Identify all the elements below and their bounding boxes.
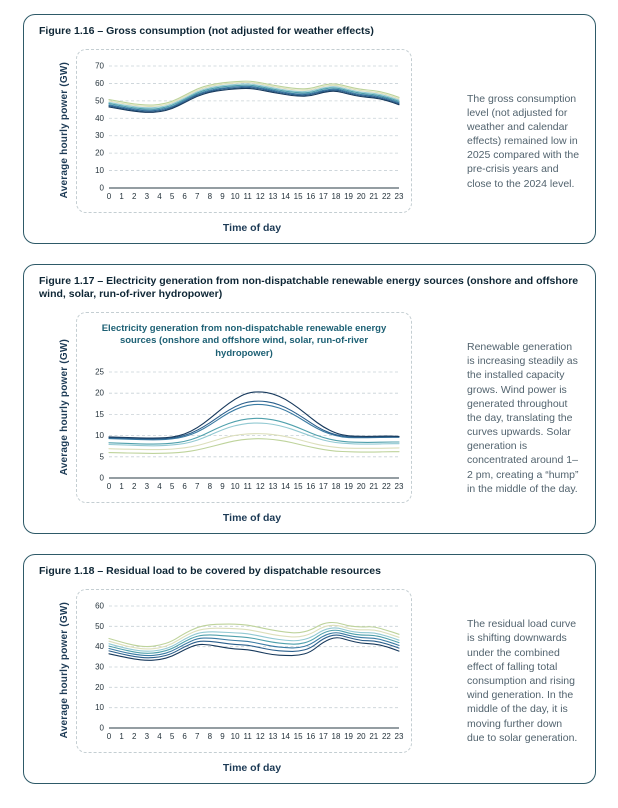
x-tick-label: 20 <box>356 731 366 741</box>
y-tick-label: 20 <box>95 388 104 398</box>
figure-panel-1-16 <box>23 14 596 244</box>
y-tick-label: 30 <box>95 662 104 672</box>
x-tick-label: 8 <box>207 481 213 491</box>
x-tick-label: 7 <box>195 191 200 201</box>
x-axis-label: Time of day <box>222 761 282 774</box>
x-tick-label: 0 <box>106 191 112 201</box>
x-tick-label: 0 <box>106 731 112 741</box>
x-tick-label: 2 <box>131 191 137 201</box>
x-tick-label: 10 <box>230 191 240 201</box>
figure-title: Figure 1.17 – Electricity generation from non-dispatchable renewable energy sources (onshore and offshore wind, solar, run-of-river hydropower) <box>39 274 579 301</box>
figure-panel-1-17 <box>23 264 596 534</box>
y-tick-label: 60 <box>95 601 104 611</box>
consumption-chart-canvas <box>83 58 405 208</box>
y-axis-label: Average hourly power (GW) <box>59 602 70 739</box>
panel-content-row <box>39 49 580 234</box>
y-tick-label: 50 <box>95 621 104 631</box>
x-tick-label: 22 <box>381 481 391 491</box>
renewables-chart-canvas <box>83 364 405 498</box>
y-tick-label: 10 <box>95 431 104 441</box>
x-tick-label: 15 <box>293 191 303 201</box>
figure-title: Figure 1.18 – Residual load to be covered by dispatchable resources <box>39 564 381 577</box>
series-line-medium-blue <box>109 404 399 439</box>
y-tick-label: 10 <box>95 702 104 712</box>
x-axis-label: Time of day <box>222 221 282 234</box>
chart-wrap <box>59 312 445 503</box>
y-tick-label: 5 <box>99 452 104 462</box>
x-tick-label: 23 <box>394 191 404 201</box>
chart-frame <box>76 49 412 213</box>
chart-column <box>59 49 445 234</box>
x-tick-label: 9 <box>220 731 225 741</box>
y-tick-label: 0 <box>99 473 104 483</box>
panel-content-row <box>39 589 580 774</box>
x-tick-label: 13 <box>268 481 278 491</box>
x-tick-label: 8 <box>207 731 213 741</box>
chart-wrap <box>59 589 445 753</box>
y-tick-label: 15 <box>95 409 104 419</box>
x-tick-label: 4 <box>157 731 162 741</box>
y-tick-label: 0 <box>99 183 104 193</box>
x-tick-label: 1 <box>119 481 124 491</box>
x-tick-label: 12 <box>255 731 265 741</box>
x-tick-label: 16 <box>306 481 316 491</box>
x-axis-label: Time of day <box>222 511 282 524</box>
y-tick-label: 30 <box>95 130 104 140</box>
y-axis-label: Average hourly power (GW) <box>59 339 70 476</box>
x-tick-label: 21 <box>369 481 379 491</box>
x-tick-label: 4 <box>157 481 162 491</box>
x-tick-label: 8 <box>207 191 213 201</box>
y-tick-label: 20 <box>95 682 104 692</box>
x-tick-label: 17 <box>318 191 328 201</box>
x-tick-label: 17 <box>318 481 328 491</box>
chart-title: Electricity generation from non-dispatchable renewable energy sources (onshore and offshore wind, solar, run-of-river hydropower) <box>101 322 387 359</box>
chart-wrap <box>59 49 445 213</box>
x-tick-label: 17 <box>318 731 328 741</box>
panel-content-row <box>39 312 580 524</box>
x-tick-label: 4 <box>157 191 162 201</box>
x-tick-label: 19 <box>344 731 354 741</box>
y-tick-label: 70 <box>95 61 104 71</box>
x-tick-label: 1 <box>119 191 124 201</box>
chart-frame <box>76 312 412 503</box>
x-tick-label: 2 <box>131 481 137 491</box>
x-tick-label: 23 <box>394 731 404 741</box>
y-tick-label: 0 <box>99 723 104 733</box>
figure-panel-1-18 <box>23 554 596 784</box>
x-tick-label: 19 <box>344 191 354 201</box>
x-tick-label: 22 <box>381 731 391 741</box>
x-tick-label: 15 <box>293 481 303 491</box>
x-tick-label: 7 <box>195 731 200 741</box>
x-tick-label: 11 <box>243 191 252 201</box>
x-tick-label: 18 <box>331 731 341 741</box>
x-tick-label: 7 <box>195 481 200 491</box>
x-tick-label: 0 <box>106 481 112 491</box>
x-tick-label: 9 <box>220 191 225 201</box>
x-tick-label: 2 <box>131 731 137 741</box>
y-axis-label: Average hourly power (GW) <box>59 62 70 199</box>
chart-column <box>59 312 445 524</box>
x-tick-label: 3 <box>144 731 150 741</box>
figure-title: Figure 1.16 – Gross consumption (not adjusted for weather effects) <box>39 25 374 37</box>
x-tick-label: 19 <box>344 481 354 491</box>
x-tick-label: 14 <box>281 731 290 741</box>
x-tick-label: 3 <box>144 481 150 491</box>
x-tick-label: 21 <box>369 731 379 741</box>
x-tick-label: 10 <box>230 731 240 741</box>
x-tick-label: 6 <box>182 191 187 201</box>
x-tick-label: 13 <box>268 731 278 741</box>
chart-frame <box>76 589 412 753</box>
x-tick-label: 16 <box>306 731 316 741</box>
side-commentary: Renewable generation is increasing steadily as the installed capacity grows. Wind power is generated throughout the day, translating the curves upwards. Solar generation is concentrated around 1–2 pm, creating a “hump” in the middle of the day. <box>467 340 579 495</box>
x-tick-label: 12 <box>255 191 265 201</box>
x-tick-label: 5 <box>169 481 175 491</box>
x-tick-label: 3 <box>144 191 150 201</box>
x-tick-label: 16 <box>306 191 316 201</box>
x-tick-label: 5 <box>169 191 175 201</box>
chart-column <box>59 589 445 774</box>
x-tick-label: 14 <box>281 191 290 201</box>
x-tick-label: 11 <box>243 481 252 491</box>
x-tick-label: 5 <box>169 731 175 741</box>
x-tick-label: 11 <box>243 731 252 741</box>
x-tick-label: 22 <box>381 191 391 201</box>
x-tick-label: 18 <box>331 191 341 201</box>
x-tick-label: 10 <box>230 481 240 491</box>
y-tick-label: 25 <box>95 367 104 377</box>
residual-load-chart-canvas <box>83 598 405 748</box>
x-tick-label: 14 <box>281 481 290 491</box>
x-tick-label: 9 <box>220 481 225 491</box>
y-tick-label: 10 <box>95 165 104 175</box>
x-tick-label: 20 <box>356 191 366 201</box>
x-tick-label: 20 <box>356 481 366 491</box>
x-tick-label: 6 <box>182 481 187 491</box>
y-tick-label: 60 <box>95 78 104 88</box>
x-tick-label: 1 <box>119 731 124 741</box>
x-tick-label: 21 <box>369 191 379 201</box>
x-tick-label: 18 <box>331 481 341 491</box>
x-tick-label: 12 <box>255 481 265 491</box>
y-tick-label: 20 <box>95 148 104 158</box>
x-tick-label: 15 <box>293 731 303 741</box>
series-line-navy <box>109 392 399 438</box>
y-tick-label: 50 <box>95 95 104 105</box>
y-tick-label: 40 <box>95 641 104 651</box>
side-commentary: The residual load curve is shifting downwards under the combined effect of falling total consumption and rising wind generation. In the middle of the day, it is moving further down due to solar generation. <box>467 618 578 744</box>
series-line-medium-blue <box>109 632 399 655</box>
side-commentary: The gross consumption level (not adjusted for weather and calendar effects) remained low in 2025 compared with the pre-crisis years and close to the 2024 level. <box>467 92 580 190</box>
x-tick-label: 23 <box>394 481 404 491</box>
x-tick-label: 13 <box>268 191 278 201</box>
y-tick-label: 40 <box>95 113 104 123</box>
x-tick-label: 6 <box>182 731 187 741</box>
